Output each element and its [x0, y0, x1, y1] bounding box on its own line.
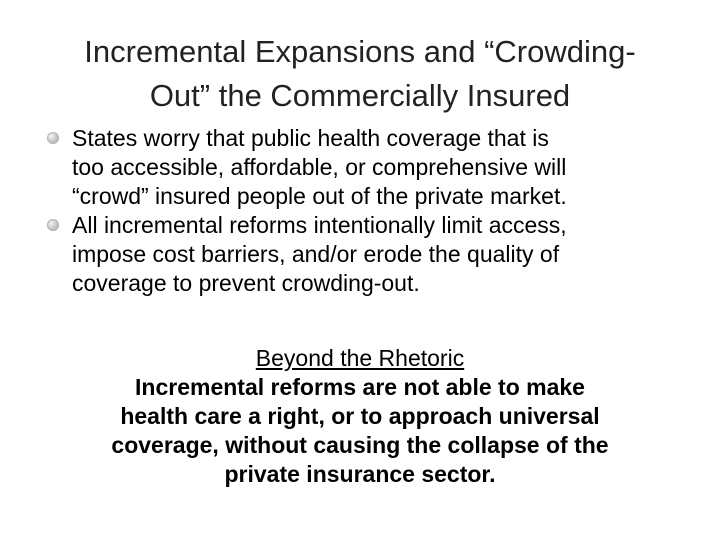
bullet-line: States worry that public health coverage that is [72, 125, 549, 151]
rhetoric-body [40, 373, 680, 489]
rhetoric-line: private insurance sector. [224, 461, 496, 487]
rhetoric-line: Incremental reforms are not able to make [135, 374, 585, 400]
bullet-text [72, 211, 700, 298]
bullet-line: All incremental reforms intentionally limit access, [72, 212, 567, 238]
bullet-list [0, 124, 720, 298]
rhetoric-line: health care a right, or to approach universal [120, 403, 600, 429]
bullet-dot-icon [47, 219, 59, 231]
bullet-line: “crowd” insured people out of the private market. [72, 183, 567, 209]
bullet-text [72, 124, 700, 211]
bullet-line: impose cost barriers, and/or erode the quality of [72, 241, 560, 267]
bullet-line: coverage to prevent crowding-out. [72, 270, 420, 296]
bullet-dot-icon [47, 132, 59, 144]
slide-title-line: Incremental Expansions and “Crowding- [84, 34, 636, 69]
bullet-item [0, 124, 720, 211]
slide-title [40, 30, 680, 118]
rhetoric-heading: Beyond the Rhetoric [255, 345, 465, 371]
bullet-item [0, 211, 720, 298]
slide-title-line: Out” the Commercially Insured [149, 78, 571, 113]
bullet-line: too accessible, affordable, or comprehensive will [72, 154, 567, 180]
rhetoric-section [40, 344, 680, 489]
rhetoric-line: coverage, without causing the collapse of the [111, 432, 609, 458]
